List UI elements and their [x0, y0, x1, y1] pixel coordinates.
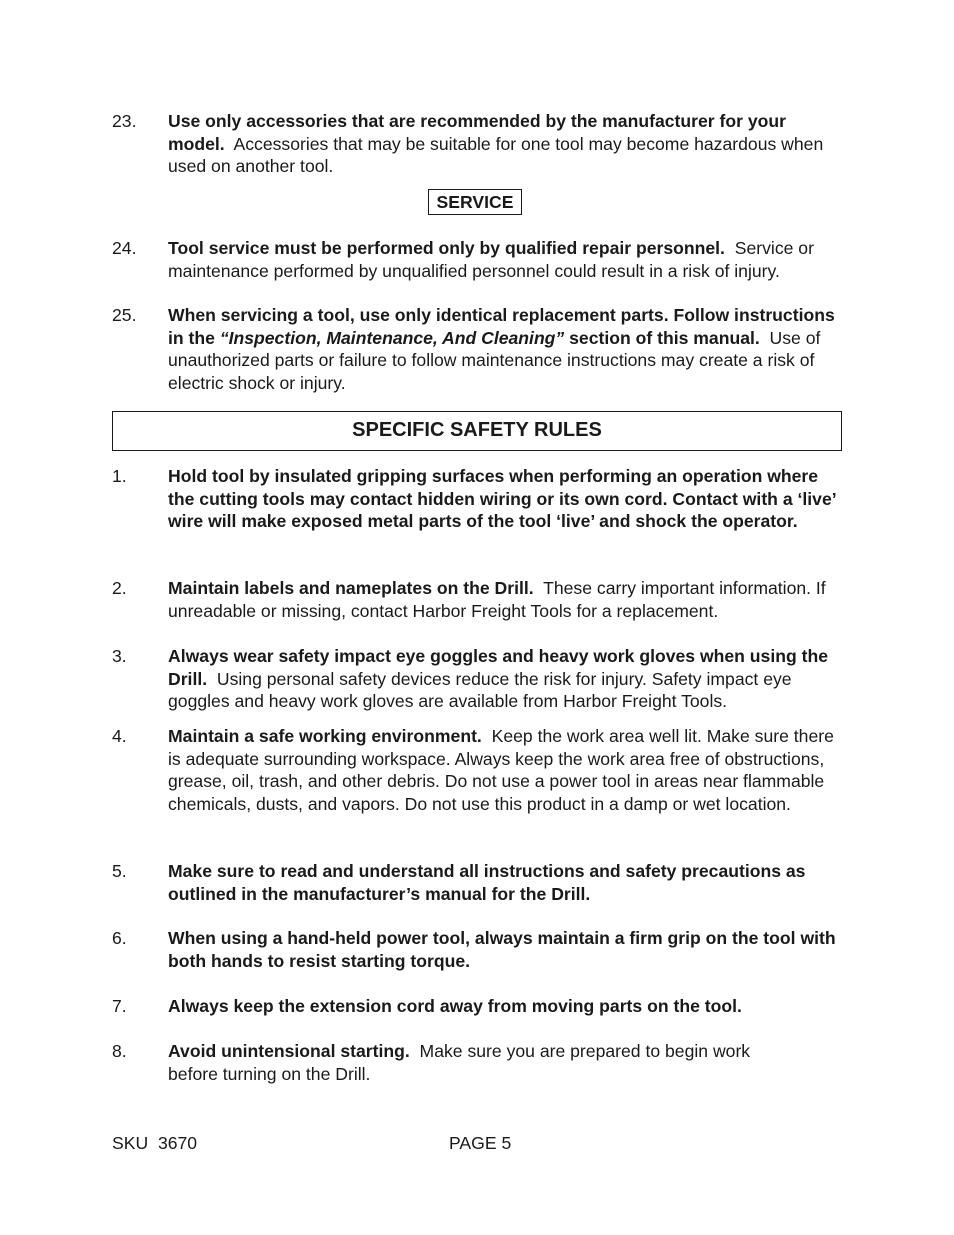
- specific-safety-rules-heading: SPECIFIC SAFETY RULES: [112, 411, 842, 451]
- item-number: 1.: [112, 466, 127, 486]
- item-bold: Maintain labels and nameplates on the Drill.: [168, 578, 534, 598]
- item-text: [168, 237, 847, 282]
- item-bold: Tool service must be performed only by qualified repair personnel.: [168, 238, 725, 258]
- item-text: [168, 645, 847, 713]
- item-rest: These carry important information. If unreadable or missing, contact Harbor Freight Tools for a replacement.: [168, 578, 826, 621]
- item-number: 2.: [112, 578, 127, 598]
- item-bold: Avoid unintensional starting.: [168, 1041, 410, 1061]
- item-bold: Use only accessories that are recommended by the manufacturer for your model.: [168, 111, 786, 154]
- rule-item-6: [112, 927, 847, 972]
- item-number: 4.: [112, 726, 127, 746]
- item-number: 8.: [112, 1041, 127, 1061]
- item-number: 25.: [112, 305, 137, 325]
- item-rest: Make sure you are prepared to begin work before turning on the Drill.: [168, 1041, 751, 1084]
- item-number: 6.: [112, 928, 127, 948]
- footer-sku: SKU 3670: [112, 1133, 198, 1153]
- item-number: 3.: [112, 646, 127, 666]
- footer-page-number: PAGE 5: [449, 1133, 512, 1153]
- item-bold: When servicing a tool, use only identical replacement parts. Follow instructions in the: [168, 305, 835, 348]
- rule-item-3: [112, 645, 847, 713]
- list-item-23: [112, 110, 847, 178]
- item-text: [168, 860, 847, 905]
- rule-item-8: [112, 1040, 792, 1085]
- item-text: [168, 995, 847, 1018]
- item-text: [168, 927, 847, 972]
- rule-item-5: [112, 860, 847, 905]
- item-bold: section of this manual.: [569, 327, 760, 348]
- item-text: [168, 725, 847, 815]
- rule-item-7: [112, 995, 847, 1018]
- item-bold: Make sure to read and understand all instructions and safety precautions as outlined in the manufacturer’s manual for the Drill.: [168, 861, 806, 904]
- item-rest: Accessories that may be suitable for one tool may become hazardous when used on another tool.: [168, 133, 824, 177]
- item-rest: Use of unauthorized parts or failure to follow maintenance instructions may create a risk of electric shock or injury.: [168, 327, 821, 393]
- item-rest: Using personal safety devices reduce the risk for injury. Safety impact eye goggles and heavy work gloves are available from Harbor Freight Tools.: [168, 668, 792, 712]
- rule-item-1: [112, 465, 847, 533]
- item-bold: Always wear safety impact eye goggles and heavy work gloves when using the Drill.: [168, 646, 828, 689]
- item-rest: Service or maintenance performed by unqualified personnel could result in a risk of injury.: [168, 238, 814, 281]
- item-bold: Always keep the extension cord away from moving parts on the tool.: [168, 996, 742, 1016]
- item-text: [168, 577, 847, 622]
- rule-item-2: [112, 577, 847, 622]
- item-rest: Keep the work area well lit. Make sure there is adequate surrounding workspace. Always keep the work area free of obstructions, grease, oil, trash, and other debris. Do not use a power tool in areas near flammable chemicals, dusts, and vapors. Do not use this product in a damp or wet location.: [168, 726, 834, 814]
- item-text: [168, 110, 847, 178]
- item-bold-italic: “Inspection, Maintenance, And Cleaning”: [219, 327, 565, 348]
- item-bold: When using a hand-held power tool, always maintain a firm grip on the tool with both hands to resist starting torque.: [168, 928, 836, 971]
- rule-item-4: [112, 725, 847, 815]
- item-number: 23.: [112, 111, 137, 131]
- item-text: [168, 1040, 792, 1085]
- item-number: 24.: [112, 238, 137, 258]
- item-number: 5.: [112, 861, 127, 881]
- service-heading: SERVICE: [428, 189, 522, 215]
- item-text: [168, 465, 847, 533]
- list-item-25: [112, 304, 847, 394]
- item-text: [168, 304, 847, 394]
- item-bold: Hold tool by insulated gripping surfaces when performing an operation where the cutting tools may contact hidden wiring or its own cord. Contact with a ‘live’ wire will make exposed metal parts of the tool ‘live’ and shock the operator.: [168, 466, 836, 532]
- item-number: 7.: [112, 996, 127, 1016]
- item-bold: Maintain a safe working environment.: [168, 726, 482, 746]
- list-item-24: [112, 237, 847, 282]
